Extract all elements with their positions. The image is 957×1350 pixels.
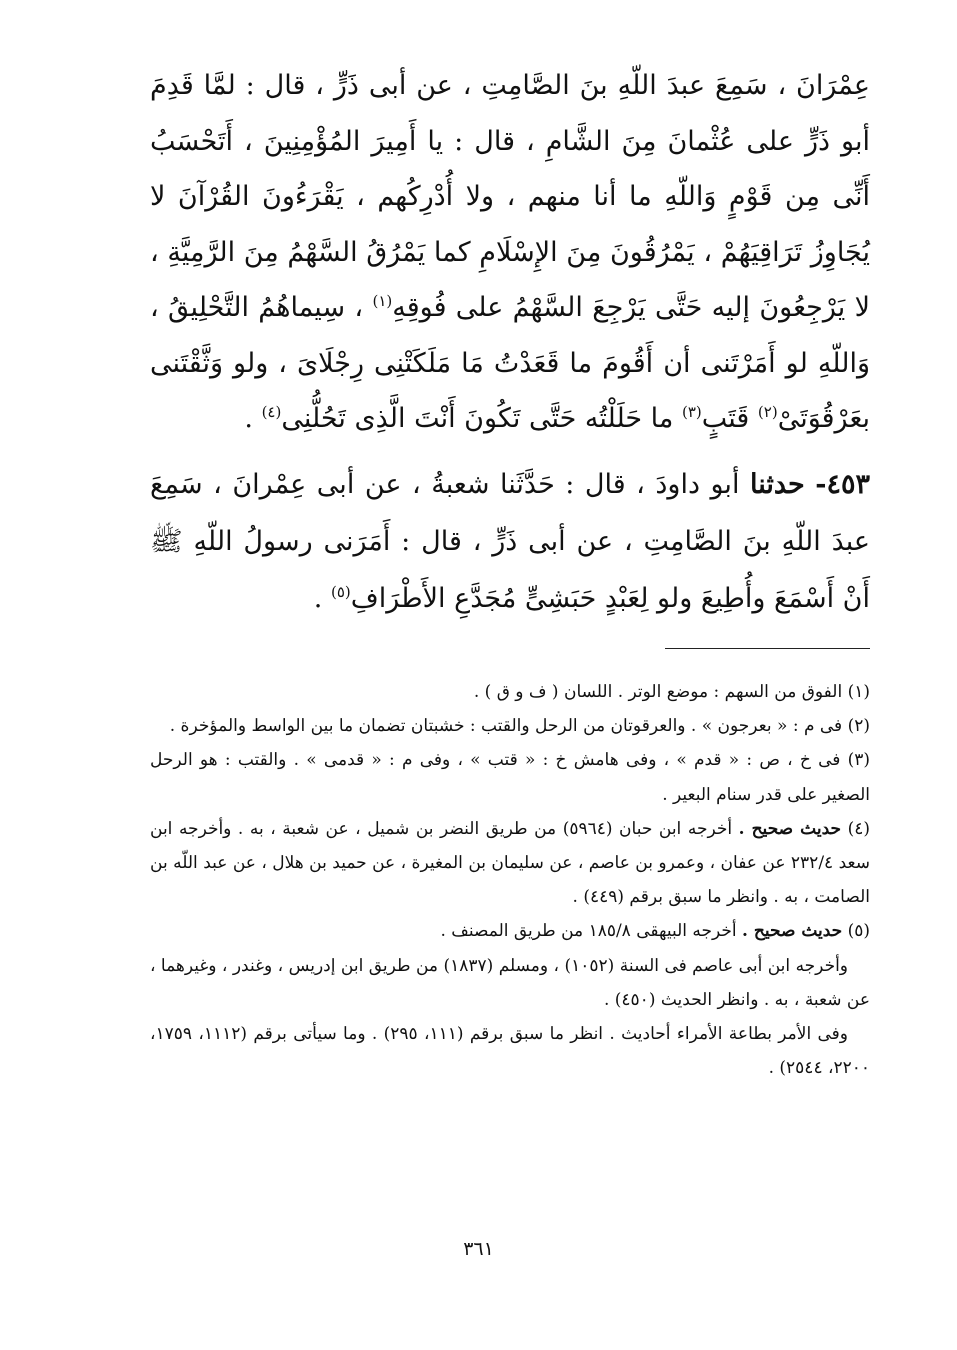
text-segment: . bbox=[244, 403, 253, 434]
footnote-reference: (٣) bbox=[681, 403, 702, 421]
footnote-text: أخرجه البيهقى ١٨٥/٨ من طريق المصنف . bbox=[440, 921, 737, 942]
footnote-text: أخرجه ابن حبان (٥٩٦٤) من طريق النضر بن شميل ، عن شعبة ، به . وأخرجه ابن سعد ٢٣٢/٤ عن عفان ، وعمرو بن عاصم ، عن سليمان بن المغيرة ، عن حميد بن هلال ، عن عبد اللّه بن الصامت ، به . وانظر ما سبق برقم (٤٤٩) . bbox=[150, 818, 870, 908]
hadith-lead-phrase: حدثنا bbox=[749, 469, 805, 500]
footnote-reference: (٥) bbox=[330, 583, 351, 601]
page-number: ٣٦١ bbox=[463, 1238, 494, 1260]
text-segment: ما حَلَلْتُه حَتَّى تَكُونَ أَنْتَ الَّذِى تَحُلُّنِى bbox=[281, 403, 674, 434]
footnote-grade: حديث صحيح . bbox=[742, 921, 843, 942]
text-segment: عِمْرَانَ ، سَمِعَ عبدَ اللّهِ بنَ الصَّامِتِ ، عن أبى ذَرٍّ ، قال : لمَّا قَدِمَ أبو ذَرٍّ على عُثْمانَ مِنَ الشَّامِ ، قال : يا أَمِيرَ المُؤْمِنِينَ ، أَتَحْسَبُ أَنِّى مِن قَوْمٍ وَاللّهِ ما أنا منهم ، ولا أُدْرِكُهم ، يَقْرَءُونَ القُرْآنَ لا يُجَاوِزُ تَرَاقِيَهُمْ ، يَمْرُقُونَ مِنَ الإِسْلَامِ كما يَمْرُقُ السَّهْمُ مِنَ الرَّمِيَّةِ ، لا يَرْجِعُونَ إليه حَتَّى يَرْجِعَ السَّهْمُ على فُوقِهِ bbox=[150, 70, 870, 323]
footnote-5-continuation: وفى الأمر بطاعة الأمراء أحاديث . انظر ما سبق برقم (١١١، ٢٩٥) . وما سيأتى برقم (١١١٢، ١٧٥٩، ٢٢٠٠، ٢٥٤٤) . bbox=[150, 1024, 870, 1079]
footnote-number: (٥) bbox=[847, 921, 870, 942]
footnote-5 bbox=[150, 914, 870, 948]
footnotes-section bbox=[150, 675, 870, 1085]
text-segment: قَتَبٍ bbox=[701, 403, 750, 434]
footnote-5-continuation: وأخرجه ابن أبى عاصم فى السنة (١٠٥٢) ، ومسلم (١٨٣٧) من طريق ابن إدريس ، وغندر ، وغيرهما ، عن شعبة ، به . وانظر الحديث (٤٥٠) . bbox=[150, 955, 870, 1010]
hadith-number: ٤٥٣- bbox=[815, 469, 870, 500]
text-segment: ، سِيماهُمُ التَّحْلِيقُ ، وَاللّهِ لو أَمَرْتَنى أن أَقُومَ ما قَعَدْتُ مَا مَلَكَتْنِى رِجْلَاىَ ، ولو وَثَّقْتَنى بعَرْقُوَتَىْ bbox=[150, 292, 870, 434]
footnote-2: (٢) فى م : « بعرجون » . والعرقوتان من الرحل والقتب : خشبتان تضمان ما بين الواسط والمؤخرة . bbox=[169, 716, 870, 737]
hadith-continuation-text bbox=[150, 58, 870, 447]
text-segment: . bbox=[313, 583, 323, 614]
footnote-1: (١) الفوق من السهم : موضع الوتر . اللسان ( ف و ق ) . bbox=[473, 682, 870, 702]
footnote-reference: (٢) bbox=[757, 403, 778, 421]
footnote-grade: حديث صحيح . bbox=[738, 818, 842, 839]
footnote-reference: (٤) bbox=[261, 403, 282, 421]
footnote-4 bbox=[150, 812, 870, 915]
footnote-number: (٤) bbox=[847, 818, 870, 839]
text-segment: أبو داودَ ، قال : حَدَّثَنا شعبةُ ، عن أبى عِمْرانَ ، سَمِعَ عبدَ اللّهِ بنَ الصَّامِتِ ، عن أبى ذَرٍّ ، قال : أَمَرَنى رسولُ اللّهِ ﷺ أَنْ أَسْمَعَ وأُطِيعَ ولو لِعَبْدٍ حَبَشِىٍّ مُجَدَّعِ الأَطْرَافِ bbox=[150, 469, 870, 614]
footnote-3: (٣) فى خ ، ص : « قدم » ، وفى هامش خ : « قتب » ، وفى م : « قدمى » . والقتب : هو الرحل الصغير على قدر سنام البعير . bbox=[150, 750, 871, 805]
footnote-reference: (١) bbox=[372, 292, 393, 310]
footnote-separator bbox=[665, 648, 870, 649]
hadith-453-text bbox=[150, 456, 870, 627]
